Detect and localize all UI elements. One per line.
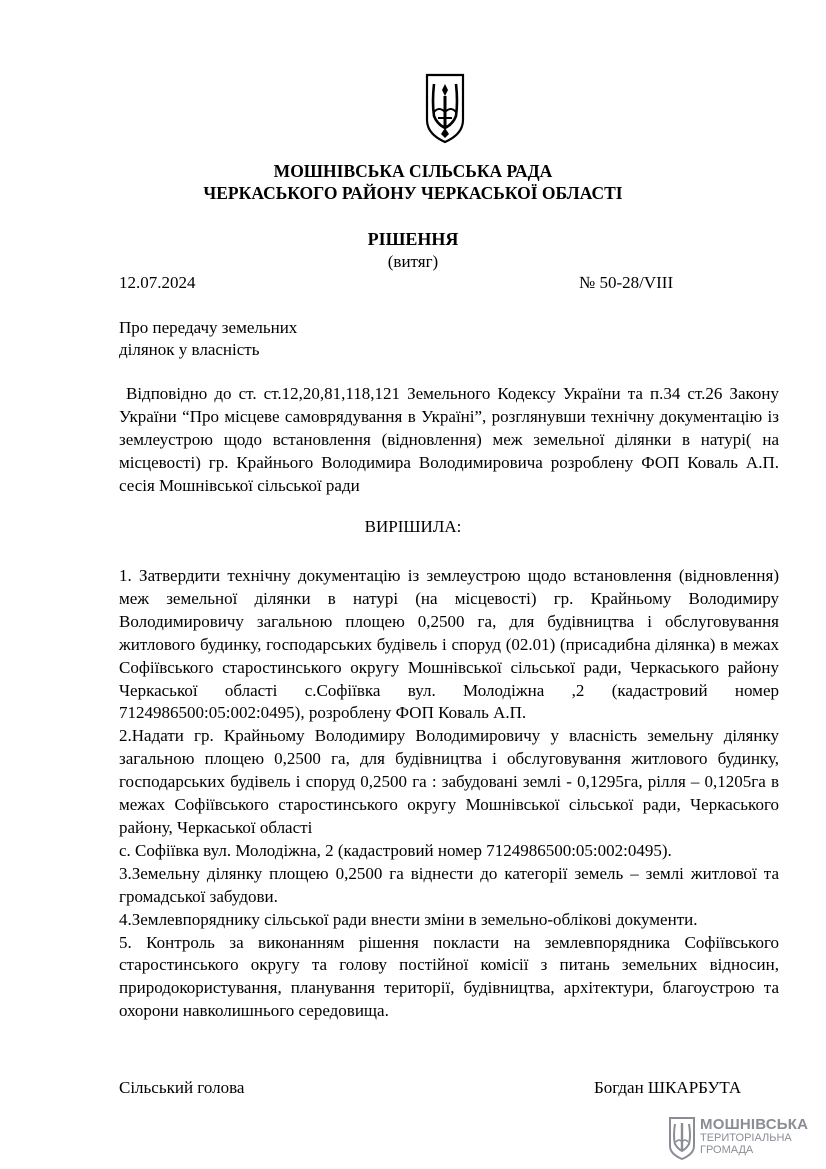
- brand-subtitle-1: ТЕРИТОРІАЛЬНА: [700, 1132, 792, 1144]
- decision-date: 12.07.2024: [119, 273, 196, 292]
- subject-line2: ділянок у власність: [119, 340, 260, 359]
- trident-emblem-icon: [423, 72, 467, 144]
- resolution-item: 3.Земельну ділянку площею 0,2500 га віднести до категорії земель – землі житлової та громадської забудови.: [119, 863, 779, 906]
- decision-title: РІШЕННЯ: [367, 229, 459, 249]
- council-name: [0, 160, 826, 204]
- resolution-item: с. Софіївка вул. Молодіжна, 2 (кадастровий номер 7124986500:05:002:0495).: [119, 840, 672, 860]
- council-name-line1: МОШНІВСЬКА СІЛЬСЬКА РАДА: [273, 161, 553, 181]
- trident-logo-icon: [667, 1116, 697, 1160]
- council-name-line2: ЧЕРКАСЬКОГО РАЙОНУ ЧЕРКАСЬКОЇ ОБЛАСТІ: [203, 183, 623, 203]
- resolution-item: 5. Контроль за виконанням рішення покласти на землевпорядника Софіївського старостинського округу та голову постійної комісії з питань земельних відносин, природокористування, планування території, будівництва, архітектури, благоустрою та охорони навколишнього середовища.: [119, 932, 779, 1021]
- preamble-paragraph: Відповідно до ст. ст.12,20,81,118,121 Земельного Кодексу України та п.34 ст.26 Закону України “Про місцеве самоврядування в Україні”, розглянувши технічну документацію із землеустрою щодо встановлення (відновлення) меж земельної ділянки в натурі( на місцевості) гр. Крайнього Володимира Володимировича розроблену ФОП Коваль А.П. сесія Мошнівської сільської ради: [119, 384, 779, 495]
- brand-name: МОШНІВСЬКА: [700, 1116, 809, 1133]
- community-logo: [667, 1116, 813, 1164]
- decision-subject: [119, 317, 297, 361]
- resolved-heading: ВИРІШИЛА:: [364, 517, 462, 536]
- resolution-item: 1. Затвердити технічну документацію із землеустрою щодо встановлення (відновлення) меж земельної ділянки в натурі (на місцевості) гр. Крайньому Володимиру Володимировичу загальною площею 0,2500 га, для будівництва і обслуговування житлового будинку, господарських будівель і споруд (02.01) (присадибна ділянка) в межах Софіївського старостинського округу Мошнівської сільської ради, Черкаського району Черкаської області с.Софіївка вул. Молодіжна ,2 (кадастровий номер 7124986500:05:002:0495), розроблену ФОП Коваль А.П.: [119, 566, 779, 723]
- decision-number: № 50-28/VIII: [579, 273, 674, 292]
- subject-line1: Про передачу земельних: [119, 318, 298, 337]
- signatory-name: Богдан ШКАРБУТА: [594, 1078, 742, 1097]
- decision-subtitle: (витяг): [387, 252, 439, 271]
- signatory-role: Сільський голова: [119, 1078, 245, 1097]
- brand-subtitle-2: ГРОМАДА: [700, 1144, 754, 1156]
- resolution-items: [119, 565, 779, 1023]
- resolution-item: 2.Надати гр. Крайньому Володимиру Володимировичу у власність земельну ділянку загальною площею 0,2500 га, для будівництва і обслуговування житлового будинку, господарських будівель і споруд 0,2500 га : забудовані землі - 0,1295га, рілля – 0,1205га в межах Софіївського старостинського округу Мошнівської сільської ради, Черкаського району, Черкаської області: [119, 726, 779, 837]
- resolution-item: 4.Землевпоряднику сільської ради внести зміни в земельно-облікові документи.: [119, 909, 698, 929]
